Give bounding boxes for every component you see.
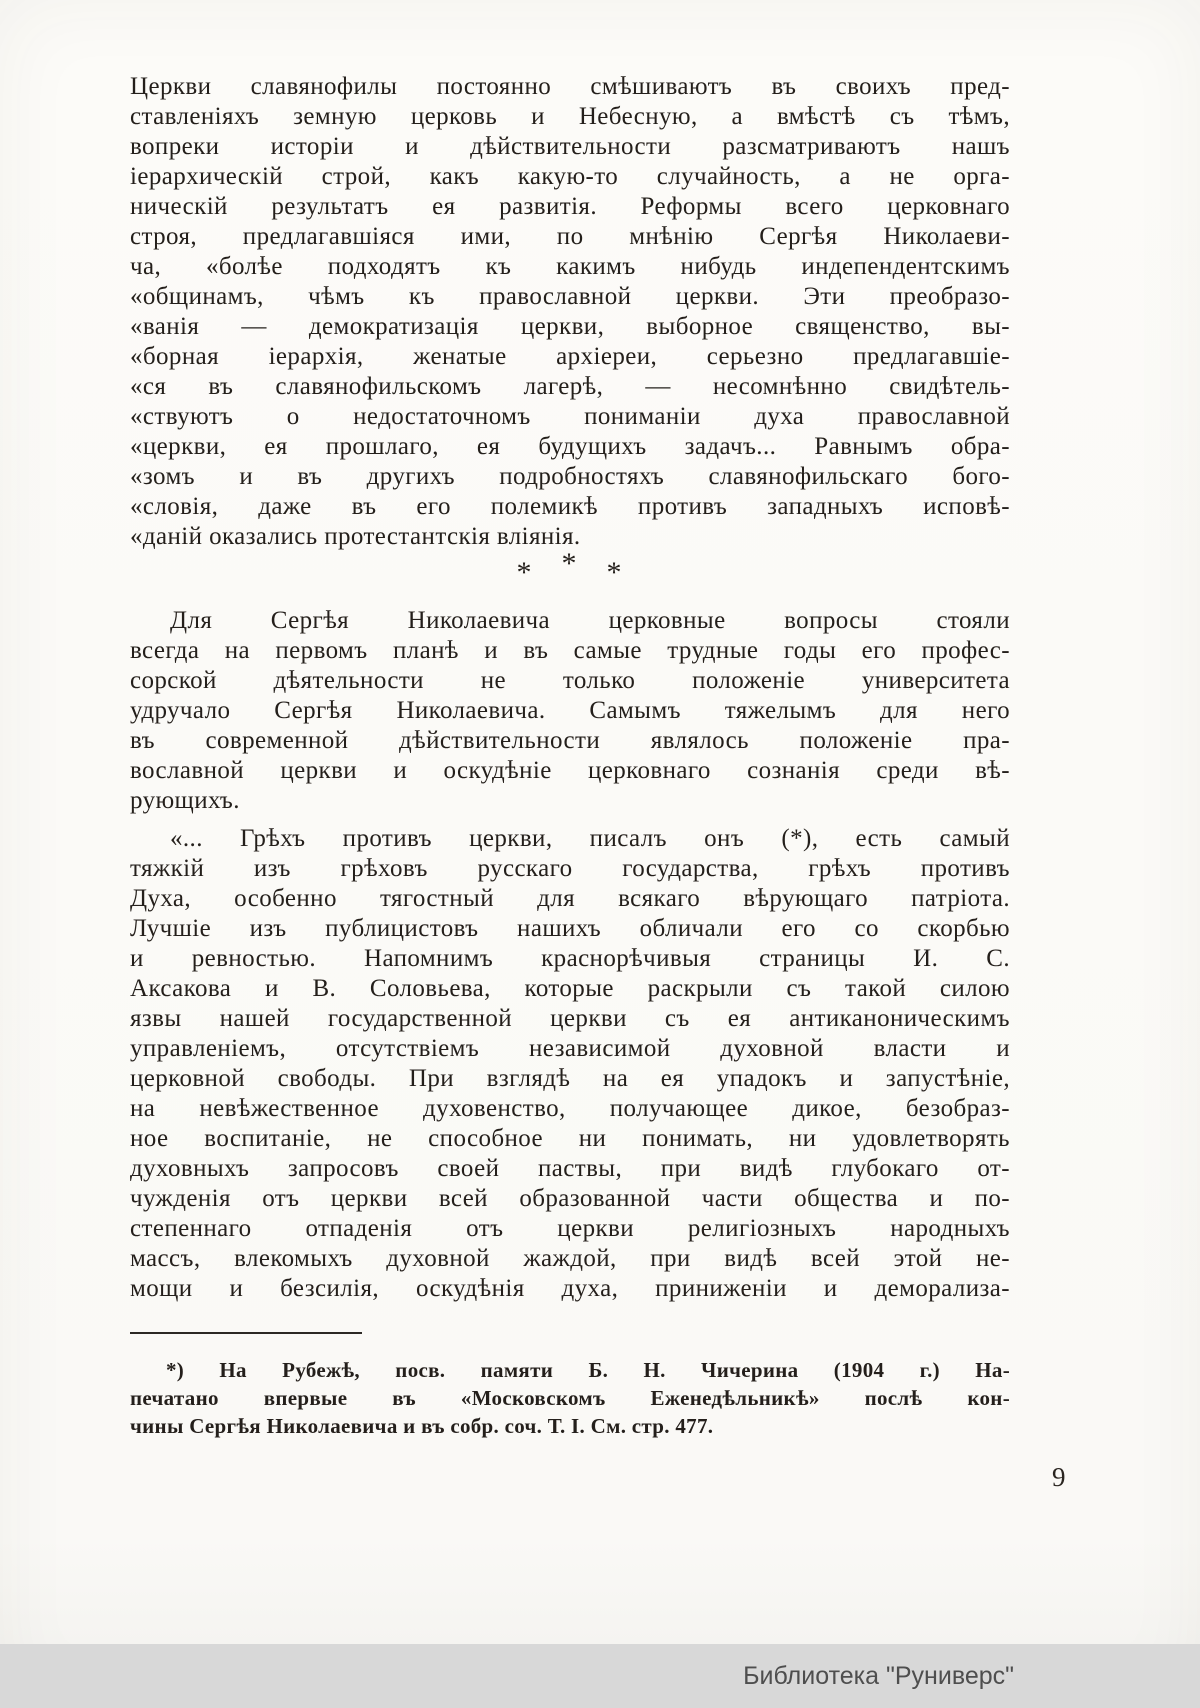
asterisk-icon: * [516, 556, 534, 589]
asterisk-icon: * [561, 547, 579, 580]
footnote-divider [130, 1332, 362, 1334]
text-line: рующихъ. [130, 787, 240, 814]
text-line: церковной свободы. При взглядѣ на ея упадокъ и запустѣніе, [130, 1065, 1010, 1092]
text-line: чины Сергѣя Николаевича и въ собр. соч. Т. I. См. стр. 477. [130, 1414, 714, 1438]
text-line: всегда на первомъ планѣ и въ самые трудные годы его профес- [130, 637, 1010, 664]
asterisk-icon: * [606, 556, 624, 589]
text-line: мощи и безсилія, оскудѣнія духа, приниженіи и деморализа- [130, 1275, 1010, 1302]
text-line: сорской дѣятельности не только положеніе университета [130, 667, 1010, 694]
text-line: степеннаго отпаденія отъ церкви религіозныхъ народныхъ [130, 1215, 1010, 1242]
text-line: «общинамъ, чѣмъ къ православной церкви. Эти преобразо- [130, 283, 1010, 310]
page-text-block [130, 72, 1010, 1440]
text-line: ническій результатъ ея развитія. Реформы всего церковнаго [130, 193, 1010, 220]
text-line: Церкви славянофилы постоянно смѣшиваютъ въ своихъ пред- [130, 73, 1010, 100]
text-line: «ванія — демократизація церкви, выборное священство, вы- [130, 313, 1010, 340]
text-line: Духа, особенно тягостный для всякаго вѣрующаго патріота. [130, 885, 1010, 912]
paragraph-quote-sin-against-church [130, 824, 1010, 1304]
text-line: «... Грѣхъ противъ церкви, писалъ онъ (*), есть самый [170, 825, 1010, 852]
text-line: вопреки исторіи и дѣйствительности разсматриваютъ нашъ [130, 133, 1010, 160]
text-line: и ревностью. Напомнимъ краснорѣчивыя страницы И. С. [130, 945, 1010, 972]
text-line: ное воспитаніе, не способное ни понимать, ни удовлетворять [130, 1125, 1010, 1152]
text-line: «ся въ славянофильскомъ лагерѣ, — несомнѣнно свидѣтель- [130, 373, 1010, 400]
text-line: на невѣжественное духовенство, получающее дикое, безобраз- [130, 1095, 1010, 1122]
footnote [130, 1356, 1010, 1440]
text-line: управленіемъ, отсутствіемъ независимой духовной власти и [130, 1035, 1010, 1062]
text-line: «словія, даже въ его полемикѣ противъ западныхъ исповѣ- [130, 493, 1010, 520]
text-line: Лучшіе изъ публицистовъ нашихъ обличали его со скорбью [130, 915, 1010, 942]
text-line: іерархическій строй, какъ какую-то случайность, а не орга- [130, 163, 1010, 190]
text-line: строя, предлагавшіяся ими, по мнѣнію Сергѣя Николаеви- [130, 223, 1010, 250]
text-line: «церкви, ея прошлаго, ея будущихъ задачъ... Равнымъ обра- [130, 433, 1010, 460]
text-line: ставленіяхъ земную церковь и Небесную, а вмѣстѣ съ тѣмъ, [130, 103, 1010, 130]
paragraph-continuation [130, 72, 1010, 552]
text-line: «зомъ и въ другихъ подробностяхъ славянофильскаго бого- [130, 463, 1010, 490]
library-watermark: Библиотека "Руниверс" [743, 1661, 1014, 1690]
text-line: удручало Сергѣя Николаевича. Самымъ тяжелымъ для него [130, 697, 1010, 724]
text-line: чужденія отъ церкви всей образованной части общества и по- [130, 1185, 1010, 1212]
text-line: «даній оказались протестантскія вліянія. [130, 523, 581, 550]
text-line: *) На Рубежѣ, посв. памяти Б. Н. Чичерина (1904 г.) На- [166, 1358, 1010, 1382]
page-number: 9 [1052, 1462, 1068, 1492]
text-line: массъ, влекомыхъ духовной жаждой, при видѣ всей этой не- [130, 1245, 1010, 1272]
text-line: язвы нашей государственной церкви съ ея антиканоническимъ [130, 1005, 1010, 1032]
text-line: «борная іерархія, женатые архіереи, серьезно предлагавшіе- [130, 343, 1010, 370]
paragraph-church-questions [130, 606, 1010, 816]
text-line: печатано впервые въ «Московскомъ Еженедѣльникѣ» послѣ кон- [130, 1386, 1010, 1410]
section-separator [130, 547, 1010, 596]
text-line: ча, «болѣе подходятъ къ какимъ нибудь индепендентскимъ [130, 253, 1010, 280]
text-line: Аксакова и В. Соловьева, которые раскрыли съ такой силою [130, 975, 1010, 1002]
watermark-band [0, 1644, 1200, 1708]
text-line: Для Сергѣя Николаевича церковные вопросы стояли [170, 607, 1010, 634]
text-line: «ствуютъ о недостаточномъ пониманіи духа православной [130, 403, 1010, 430]
text-line: вославной церкви и оскудѣніе церковнаго сознанія среди вѣ- [130, 757, 1010, 784]
text-line: духовныхъ запросовъ своей паствы, при видѣ глубокаго от- [130, 1155, 1010, 1182]
text-line: тяжкій изъ грѣховъ русскаго государства, грѣхъ противъ [130, 855, 1010, 882]
text-line: въ современной дѣйствительности являлось положеніе пра- [130, 727, 1010, 754]
